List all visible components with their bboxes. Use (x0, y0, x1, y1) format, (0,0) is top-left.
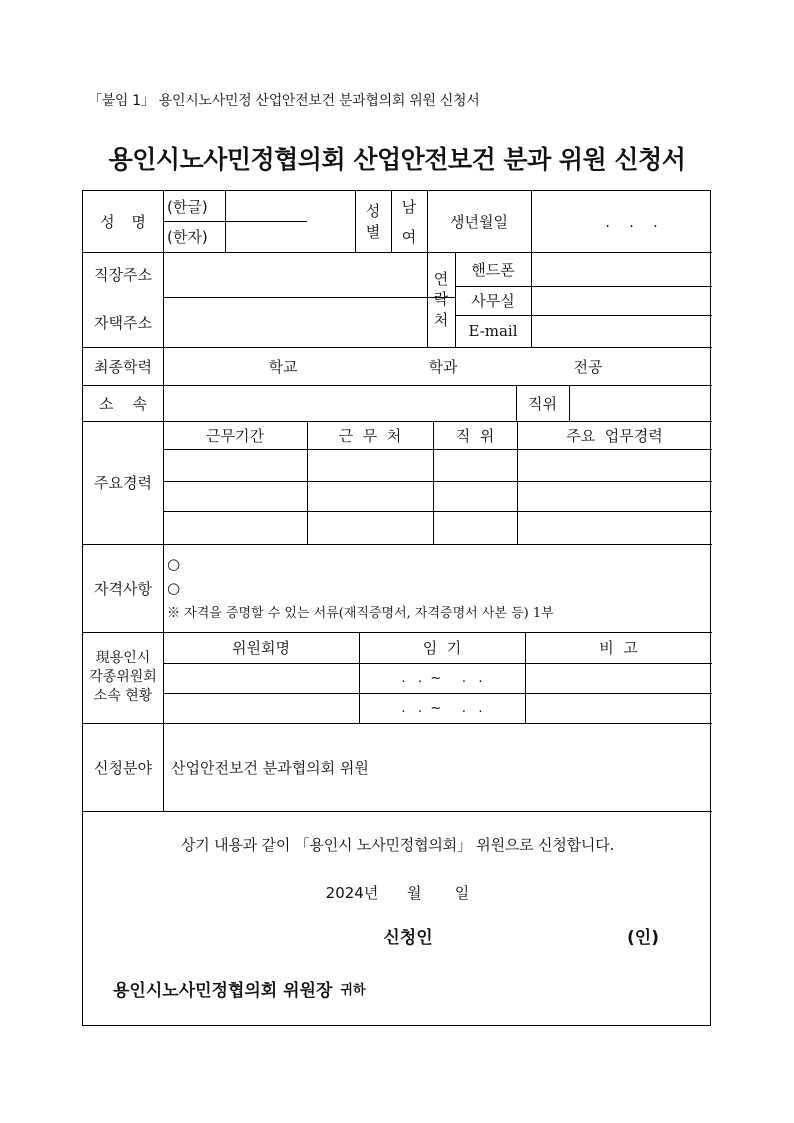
birth-date-label: 생년월일 (450, 213, 508, 231)
qualification-item-2[interactable]: ○ (167, 579, 181, 597)
committee-term-field[interactable]: . . ~ . . (401, 700, 483, 716)
gender-label: 성 별 (365, 202, 381, 241)
attachment-label: 「붙임 1」 용인시노사민정 산업안전보건 분과협의회 위원 신청서 (88, 93, 480, 109)
career-row[interactable] (163, 511, 712, 544)
school-label: 학교 (268, 357, 298, 376)
birth-date-field[interactable]: . . . (605, 212, 658, 231)
qualification-note: ※ 자격을 증명할 수 있는 서류(재직증명서, 자격증명서 사본 등) 1부 (167, 605, 554, 621)
career-header-workplace: 근 무 처 (338, 426, 402, 445)
committees-label: 現용인시 각종위원회 소속 현황 (89, 650, 157, 704)
gender-female-option[interactable]: 여 (401, 228, 417, 246)
contact-label: 연 락 처 (433, 270, 449, 329)
career-row[interactable] (163, 481, 712, 511)
mobile-field[interactable] (531, 252, 712, 286)
office-phone-label: 사무실 (471, 292, 515, 310)
name-label: 성 명 (100, 213, 146, 231)
field-value: 산업안전보건 분과협의회 위원 (171, 758, 369, 777)
position-label: 직위 (528, 394, 557, 413)
application-form (82, 190, 711, 1026)
position-field[interactable] (569, 385, 712, 421)
career-header-period: 근무기간 (206, 426, 264, 445)
career-label: 주요경력 (94, 474, 152, 492)
department-label: 학과 (428, 357, 458, 376)
committee-header-name: 위원회명 (232, 639, 290, 657)
declaration-date: 2024년 월 일 (325, 883, 470, 902)
addressee: 용인시노사민정협의회 위원장 귀하 (113, 980, 366, 1001)
qualifications-label: 자격사항 (94, 579, 152, 598)
committee-header-term: 임 기 (422, 639, 462, 657)
career-header-position: 직 위 (455, 426, 495, 445)
gender-male-option[interactable]: 남 (401, 197, 417, 216)
korean-name-field[interactable] (225, 191, 355, 221)
korean-name-label: (한글) (167, 197, 208, 216)
home-address-label: 자택주소 (94, 313, 152, 332)
committee-name-field[interactable] (163, 663, 359, 693)
page-title: 용인시노사민정협의회 산업안전보건 분과 위원 신청서 (108, 145, 686, 174)
declaration-statement: 상기 내용과 같이 「용인시 노사민정협의회」 위원으로 신청합니다. (180, 835, 615, 854)
affiliation-field[interactable] (163, 385, 516, 421)
qualification-item-1[interactable]: ○ (167, 555, 181, 573)
career-row[interactable] (163, 449, 712, 481)
field-label: 신청분야 (94, 758, 152, 777)
committee-term-field[interactable]: . . ~ . . (401, 670, 483, 686)
career-header-duties: 주요 업무경력 (566, 426, 663, 445)
committee-remarks-field[interactable] (525, 663, 712, 693)
hanja-name-field[interactable] (225, 221, 355, 252)
committee-header-remarks: 비 고 (599, 639, 638, 657)
committee-remarks-field[interactable] (525, 693, 712, 723)
email-field[interactable] (531, 315, 712, 347)
home-address-field[interactable] (163, 297, 427, 347)
work-address-label: 직장주소 (94, 266, 152, 284)
office-phone-field[interactable] (531, 286, 712, 315)
work-address-field[interactable] (163, 252, 427, 297)
committee-name-field[interactable] (163, 693, 359, 723)
mobile-label: 핸드폰 (471, 260, 515, 279)
hanja-name-label: (한자) (167, 228, 208, 246)
seal-mark: (인) (627, 927, 659, 948)
applicant-label: 신청인 (383, 927, 433, 948)
email-label: E-mail (468, 322, 518, 340)
affiliation-label: 소 속 (98, 394, 148, 413)
major-label: 전공 (573, 357, 603, 376)
education-label: 최종학력 (94, 357, 152, 376)
